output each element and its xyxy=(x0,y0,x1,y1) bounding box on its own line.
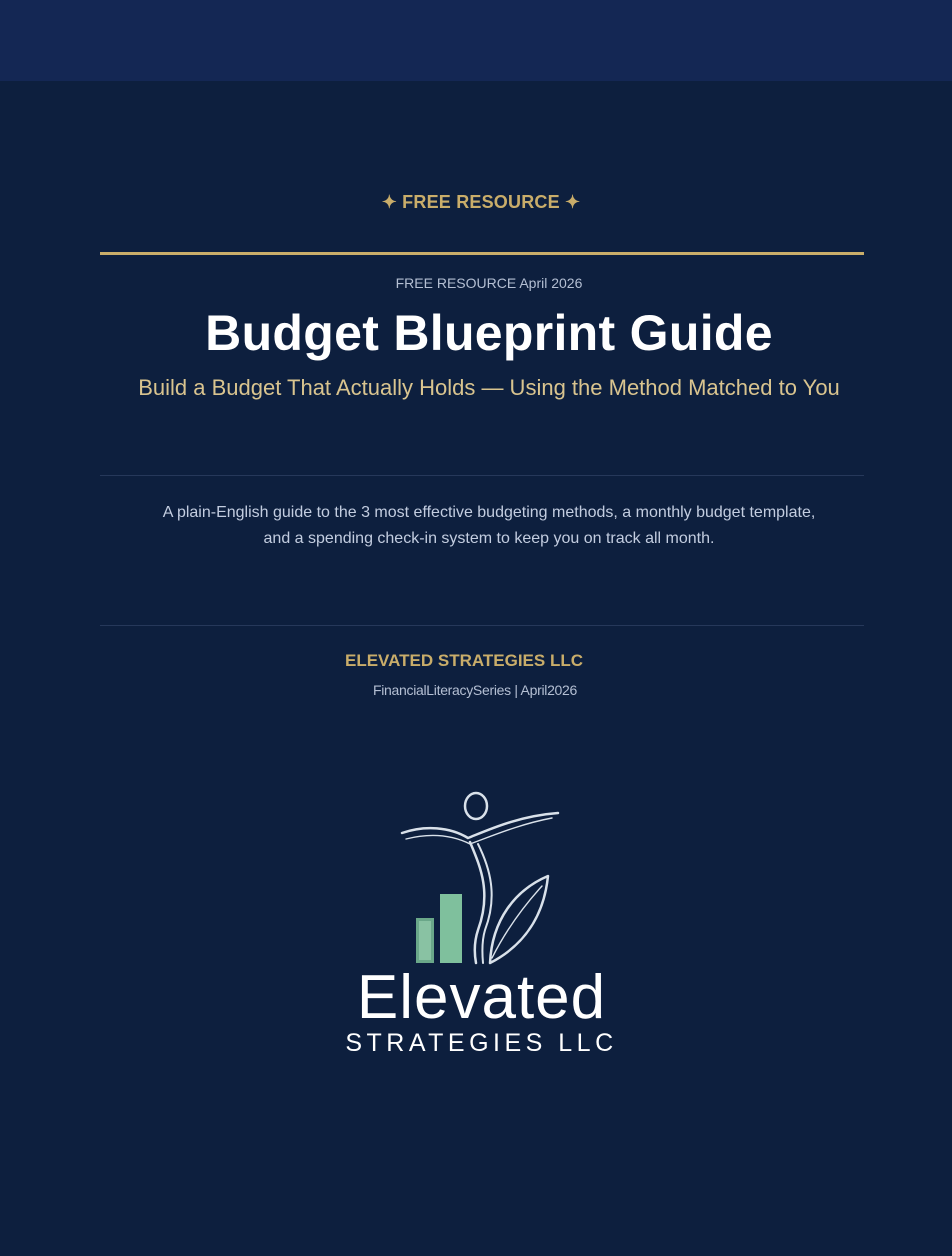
company-logo xyxy=(320,780,650,1070)
divider-top xyxy=(100,475,864,476)
figure-bars-leaf-icon xyxy=(320,780,650,970)
free-resource-badge: ✦ FREE RESOURCE ✦ xyxy=(381,192,581,212)
description-line-1: A plain-English guide to the 3 most effective budgeting methods, a monthly budget template, xyxy=(162,504,816,521)
description xyxy=(120,500,858,552)
page-subtitle: Build a Budget That Actually Holds — Using the Method Matched to You xyxy=(138,375,840,400)
description-line-2: and a spending check-in system to keep you on track all month. xyxy=(263,530,715,547)
page-title: Budget Blueprint Guide xyxy=(205,305,773,361)
divider-bottom xyxy=(100,625,864,626)
top-band xyxy=(0,0,952,81)
gold-divider xyxy=(100,252,864,255)
logo-tagline: STRATEGIES LLC xyxy=(345,1029,618,1057)
company-name: ELEVATED STRATEGIES LLC xyxy=(344,651,583,670)
series-info: FinancialLiteracySeries | April2026 xyxy=(372,682,578,698)
logo-wordmark: Elevated xyxy=(356,963,607,1032)
kicker-line: FREE RESOURCE April 2026 xyxy=(395,275,583,291)
